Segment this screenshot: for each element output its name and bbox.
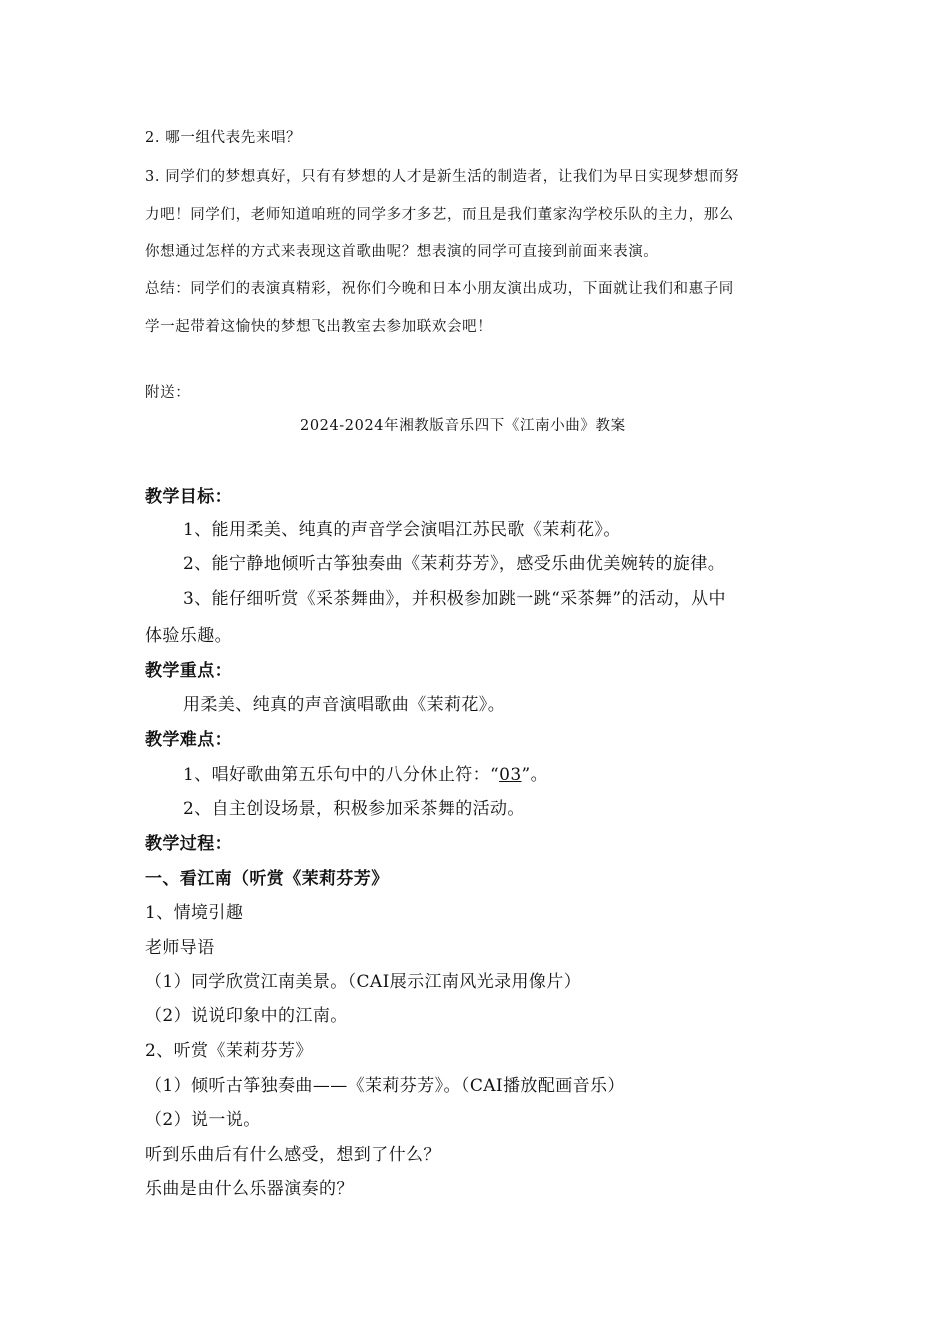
difficulty-item-1-pre: 1、唱好歌曲第五乐句中的八分休止符：“ [183, 765, 500, 785]
section-heading-1: 一、看江南（听赏《茉莉芬芳》 [145, 869, 389, 889]
text-line-summary: 总结：同学们的表演真精彩，祝你们今晚和日本小朋友演出成功，下面就让我们和惠子同 [145, 281, 734, 297]
goal-item-1: 1、能用柔美、纯真的声音学会演唱江苏民歌《茉莉花》。 [183, 520, 621, 540]
text-line-dream: 3. 同学们的梦想真好，只有有梦想的人才是新生活的制造者，让我们为早日实现梦想而努 [145, 169, 740, 185]
text-line-summary-cont: 学一起带着这愉快的梦想飞出教室去参加联欢会吧！ [145, 319, 493, 335]
text-line-band: 力吧！同学们，老师知道咱班的同学多才多艺，而且是我们董家沟学校乐队的主力，那么 [145, 207, 734, 223]
difficulty-item-2: 2、自主创设场景，积极参加采茶舞的活动。 [183, 799, 525, 819]
process-line-4: （2）说说印象中的江南。 [145, 1006, 348, 1026]
process-line-6: （1）倾听古筝独奏曲——《茉莉芬芳》。（CAI播放配画音乐） [145, 1076, 625, 1096]
heading-difficulties: 教学难点： [145, 730, 232, 750]
heading-teaching-process: 教学过程： [145, 834, 232, 854]
goal-item-2: 2、能宁静地倾听古筝独奏曲《茉莉芬芳》，感受乐曲优美婉转的旋律。 [183, 554, 726, 574]
rest-note-notation: 03 [499, 765, 522, 785]
process-line-1: 1、情境引趣 [145, 903, 244, 923]
goal-item-3-cont: 体验乐趣。 [145, 626, 232, 646]
process-line-2: 老师导语 [145, 938, 215, 958]
process-line-5: 2、听赏《茉莉芬芳》 [145, 1041, 313, 1061]
heading-key-points: 教学重点： [145, 661, 232, 681]
difficulty-item-1 [183, 760, 548, 785]
difficulty-item-1-post: ”。 [521, 765, 549, 785]
key-point-1: 用柔美、纯真的声音演唱歌曲《茉莉花》。 [183, 695, 506, 715]
appendix-label: 附送： [145, 385, 191, 401]
heading-teaching-goals: 教学目标： [145, 487, 232, 507]
document-title: 2024-2024年湘教版音乐四下《江南小曲》教案 [300, 418, 626, 434]
process-line-8: 听到乐曲后有什么感受，想到了什么？ [145, 1145, 441, 1165]
process-line-7: （2）说一说。 [145, 1110, 261, 1130]
text-line-question-2: 2. 哪一组代表先来唱？ [145, 130, 302, 146]
process-line-3: （1）同学欣赏江南美景。（CAI展示江南风光录用像片） [145, 972, 582, 992]
text-line-perform: 你想通过怎样的方式来表现这首歌曲呢？想表演的同学可直接到前面来表演。 [145, 244, 659, 260]
goal-item-3: 3、能仔细听赏《采茶舞曲》，并积极参加跳一跳“采茶舞”的活动，从中 [183, 589, 726, 609]
process-line-9: 乐曲是由什么乐器演奏的？ [145, 1179, 354, 1199]
